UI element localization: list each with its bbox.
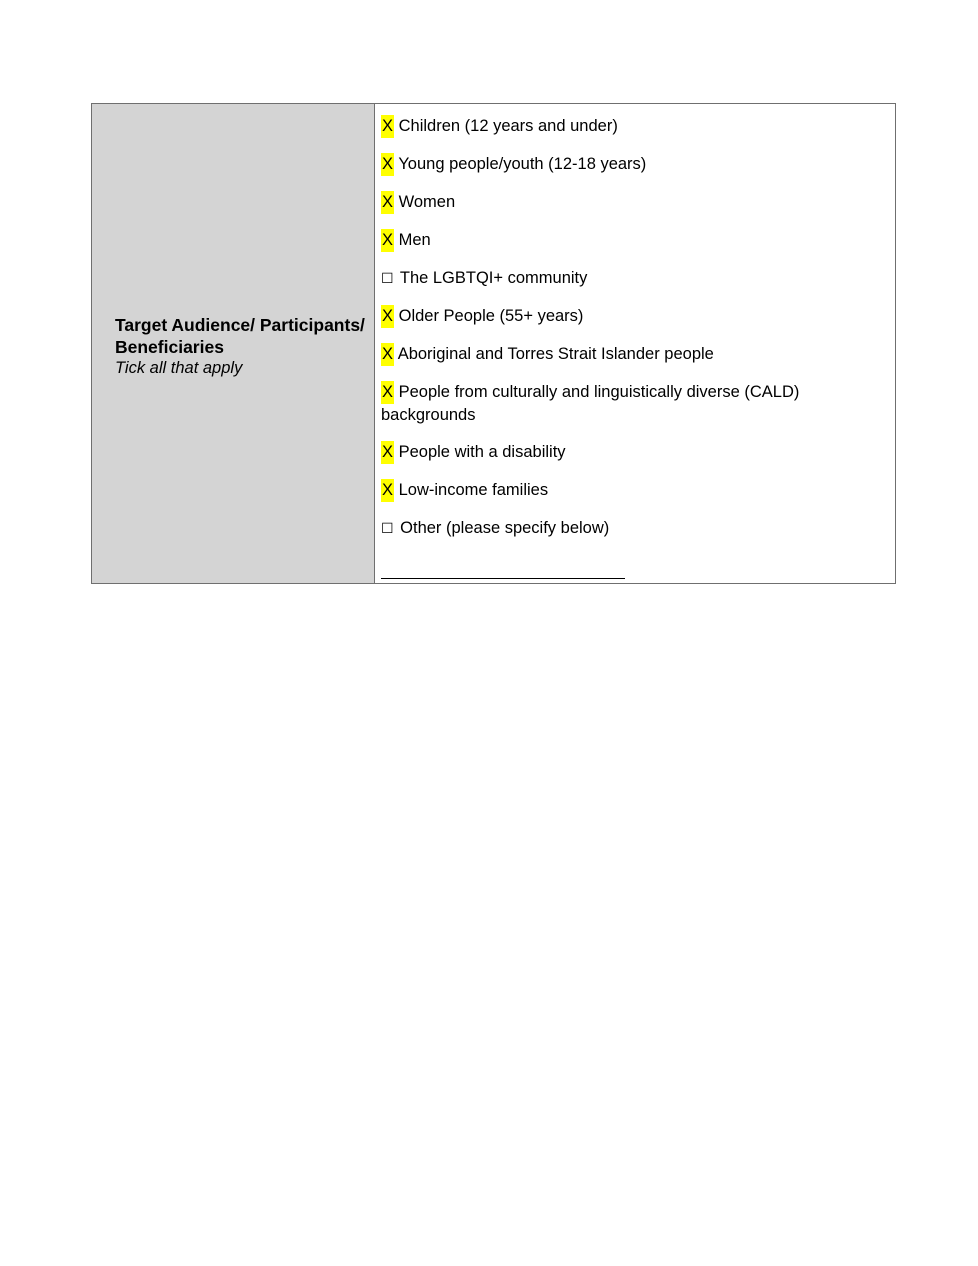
- label-block: [115, 314, 365, 378]
- option-item: [381, 267, 587, 291]
- label-cell: [92, 104, 375, 583]
- checked-mark[interactable]: X: [381, 305, 394, 328]
- option-item: [381, 191, 455, 214]
- section-title: Target Audience/ Participants/ Beneficiaries: [115, 315, 365, 357]
- option-item: [381, 305, 583, 328]
- option-label: People from culturally and linguistically diverse (CALD) backgrounds: [381, 383, 800, 424]
- option-item: [381, 517, 609, 541]
- option-label: Older People (55+ years): [398, 307, 584, 325]
- section-hint: Tick all that apply: [115, 359, 243, 377]
- other-specify-line[interactable]: [381, 578, 625, 579]
- option-label: Other (please specify below): [400, 519, 610, 537]
- option-label: Young people/youth (12-18 years): [398, 155, 647, 173]
- option-label: Children (12 years and under): [398, 117, 618, 135]
- option-item: [381, 115, 618, 138]
- checked-mark[interactable]: X: [381, 381, 394, 404]
- option-item: [381, 153, 646, 176]
- target-audience-table: [91, 103, 896, 584]
- option-item: [381, 441, 566, 464]
- options-cell: [375, 104, 895, 583]
- option-label: Low-income families: [398, 481, 549, 499]
- option-label: People with a disability: [398, 443, 566, 461]
- option-label: Men: [398, 231, 431, 249]
- option-item: [381, 479, 548, 502]
- checked-mark[interactable]: X: [381, 153, 394, 176]
- option-item: [381, 381, 851, 427]
- option-label: Aboriginal and Torres Strait Islander people: [397, 345, 714, 363]
- checked-mark[interactable]: X: [381, 115, 394, 138]
- checked-mark[interactable]: X: [381, 191, 394, 214]
- checked-mark[interactable]: X: [381, 229, 394, 252]
- option-label: The LGBTQI+ community: [399, 269, 588, 287]
- checked-mark[interactable]: X: [381, 343, 394, 366]
- option-item: [381, 229, 431, 252]
- checked-mark[interactable]: X: [381, 479, 394, 502]
- option-label: Women: [398, 193, 456, 211]
- empty-checkbox-icon[interactable]: ☐: [381, 271, 394, 287]
- option-item: [381, 343, 714, 366]
- checked-mark[interactable]: X: [381, 441, 394, 464]
- empty-checkbox-icon[interactable]: ☐: [381, 521, 394, 537]
